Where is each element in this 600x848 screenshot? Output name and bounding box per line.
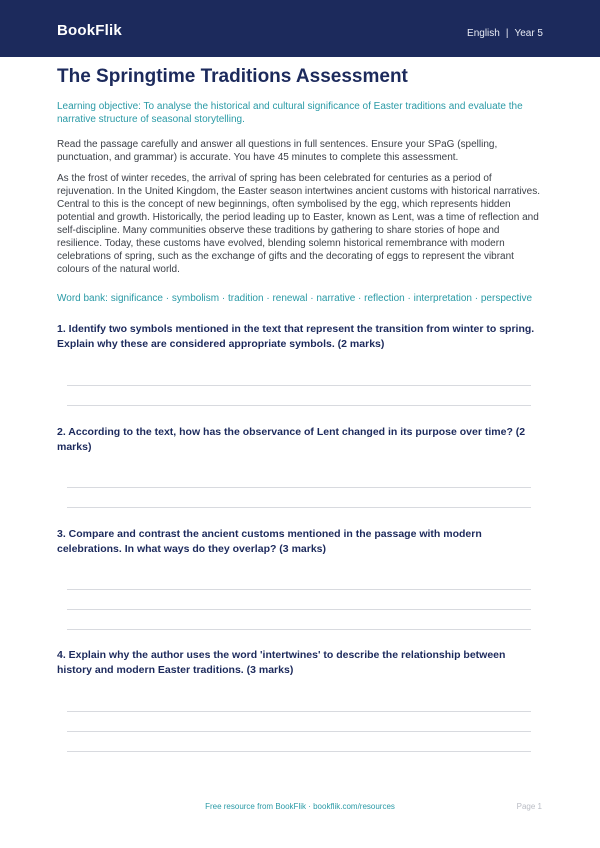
brand-logo: BookFlik bbox=[57, 22, 122, 39]
separator: | bbox=[505, 28, 509, 39]
answer-line[interactable] bbox=[67, 751, 531, 752]
footer-credit: Free resource from BookFlik · bookflik.com/resources bbox=[205, 802, 395, 811]
question-3: 3. Compare and contrast the ancient customs mentioned in the passage with modern celebrations. In what ways do they overlap? (3 marks) bbox=[57, 528, 482, 555]
instructions: Read the passage carefully and answer all questions in full sentences. Ensure your SPaG (spelling, punctuation, and grammar) is accurate. You have 45 minutes to complete this assessment. bbox=[57, 139, 498, 163]
question-2: 2. According to the text, how has the observance of Lent changed in its purpose over time? (2 marks) bbox=[57, 426, 526, 453]
answer-line[interactable] bbox=[67, 507, 531, 508]
subject-label: English bbox=[467, 28, 500, 39]
answer-line[interactable] bbox=[67, 731, 531, 732]
answer-line[interactable] bbox=[67, 711, 531, 712]
answer-line[interactable] bbox=[67, 487, 531, 488]
reading-passage: As the frost of winter recedes, the arrival of spring has been celebrated for centuries as a period of rejuvenation. In the United Kingdom, the Easter season intertwines ancient customs with historical narratives. Central to this is the concept of new beginnings, often symbolised by the egg, which represents hidden potential and growth. Historically, the period leading up to Easter, known as Lent, was a time of reflection and self-discipline. Many communities observe these traditions by gathering to share stories of hope and resilience. Today, these customs have evolved, blending solemn historical remembrance with modern celebrations of spring, such as the exchange of gifts and the decorating of eggs to represent the vibrant colours of the natural world. bbox=[57, 173, 541, 275]
subject-year bbox=[467, 28, 543, 39]
question-4: 4. Explain why the author uses the word 'intertwines' to describe the relationship between history and modern Easter traditions. (3 marks) bbox=[57, 649, 506, 676]
word-bank: Word bank: significance · symbolism · tradition · renewal · narrative · reflection · interpretation · perspective bbox=[57, 293, 532, 304]
answer-line[interactable] bbox=[67, 629, 531, 630]
answer-line[interactable] bbox=[67, 609, 531, 610]
year-label: Year 5 bbox=[514, 28, 543, 39]
learning-objective: Learning objective: To analyse the historical and cultural significance of Easter traditions and evaluate the narrative structure of seasonal storytelling. bbox=[57, 101, 523, 125]
header-bar bbox=[0, 0, 600, 57]
page-number: Page 1 bbox=[516, 802, 542, 811]
answer-line[interactable] bbox=[67, 589, 531, 590]
page-title: The Springtime Traditions Assessment bbox=[57, 66, 408, 87]
answer-line[interactable] bbox=[67, 405, 531, 406]
question-1: 1. Identify two symbols mentioned in the text that represent the transition from winter to spring. Explain why these are considered appropriate symbols. (2 marks) bbox=[57, 323, 535, 350]
answer-line[interactable] bbox=[67, 385, 531, 386]
